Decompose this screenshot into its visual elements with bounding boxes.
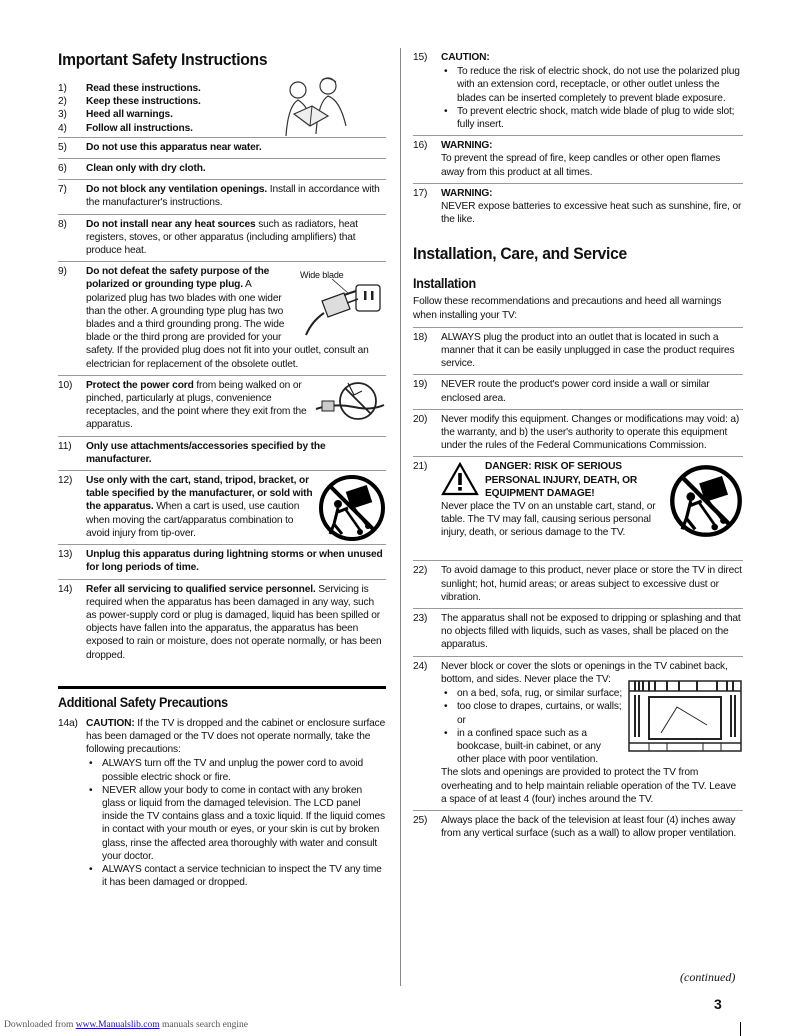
list-item-15: 15) CAUTION: • To reduce the risk of electric shock, do not use the polarized plug with an extension cord, receptacle, or other outlet unless the blades can be inserted completely to prevent blade exposure. • To prevent electric shock, match wide blade of plug to wide slot; fully insert.: [413, 48, 743, 136]
list-item-23: 23) The apparatus shall not be exposed to dripping or splashing and that no objects filled with liquids, such as vases, shall be placed on the apparatus.: [413, 609, 743, 657]
list-item-7: 7) Do not block any ventilation openings. Install in accordance with the manufacturer's instructions.: [58, 180, 386, 214]
list-item-6: 6) Clean only with dry cloth.: [58, 159, 386, 180]
cart-tipover-warning-icon: [318, 474, 386, 542]
list-item-14: 14) Refer all servicing to qualified service personnel. Servicing is required when the apparatus has been damaged in any way, such as power-supply cord or plug is damaged, liquid has been spilled or objects have fallen into the apparatus, the apparatus has been exposed to rain or moisture, does not operate normally, or has been dropped.: [58, 583, 382, 661]
list-item-5: 5) Do not use this apparatus near water.: [58, 138, 386, 159]
plug-figure: [292, 265, 386, 339]
danger-title: DANGER: RISK OF SERIOUS PERSONAL INJURY, DEATH, OR EQUIPMENT DAMAGE!: [485, 461, 638, 499]
list-item-10: 10) Protect the power cord from being walked on or pinched, particularly at plugs, convenience receptacles, and the point where they exit from the apparatus.: [58, 376, 386, 437]
subsection-title-installation: Installation: [413, 276, 476, 292]
right-column: [413, 48, 743, 844]
continued-note: (continued): [680, 970, 736, 984]
list-item: • on a bed, sofa, rug, or similar surface;: [453, 687, 743, 700]
placement-bullet-list: [441, 687, 743, 766]
reading-people-illustration-icon: [276, 76, 358, 138]
section-divider-bar: [58, 686, 386, 689]
list-item-11: 11) Only use attachments/accessories specified by the manufacturer.: [58, 437, 386, 471]
manualslib-link[interactable]: www.Manualslib.com: [75, 1020, 160, 1030]
danger-cart-tipover-icon: [669, 464, 743, 538]
caution-bullet-list: [441, 65, 743, 131]
list-item-1-4: 1) Read these instructions. 2) Keep these instructions. 3) Heed all warnings. 4) Follow all instructions.: [58, 80, 386, 138]
section-title-additional-safety: Additional Safety Precautions: [58, 694, 228, 710]
list-item: • ALWAYS contact a service technician to inspect the TV any time it has been damaged or dropped.: [98, 863, 386, 889]
caution-bullet-list: [86, 757, 386, 889]
list-item-8: 8) Do not install near any heat sources such as radiators, heat registers, stoves, or other apparatus (including amplifiers) that produce heat.: [58, 215, 386, 263]
list-item-9: 9) Wide blade Do not defeat the safety purpose of the polarized or grounding type plug. A polarized plug has two blades with one wider than the other. A grounding type plug has two blades and a third grounding prong. The wide blade or the third prong are provided for your safety. If the provided plug does not fit into your outlet, consult an electrician for replacement of the obsolete outlet.: [58, 262, 386, 376]
download-footer: Downloaded from www.Manualslib.com manuals search engine: [4, 1020, 248, 1030]
list-item-20: 20) Never modify this equipment. Changes or modifications may void: a) the warranty, and b) the user's authority to operate this equipment under the rules of the Federal Communications Commission.: [413, 410, 743, 458]
ventilation-note: The slots and openings are provided to protect the TV from overheating and to help maintain reliable operation of the TV. Leave a space of at least 4 (four) inches around the TV.: [441, 767, 737, 805]
list-item-16: 16) WARNING: To prevent the spread of fire, keep candles or other open flames away from this product at all times.: [413, 136, 743, 184]
list-item: • To prevent electric shock, match wide blade of plug to wide slot; fully insert.: [453, 105, 743, 131]
list-item-18: 18) ALWAYS plug the product into an outlet that is located in such a manner that it can be easily unplugged in case the product requires service.: [413, 328, 743, 376]
list-item-17: 17) WARNING: NEVER expose batteries to excessive heat such as sunshine, fire, or the like.: [413, 187, 742, 226]
polarized-plug-icon: [292, 279, 386, 339]
column-divider: [400, 48, 401, 986]
warning-triangle-icon: [441, 462, 479, 496]
list-item-12: 12) Use only with the cart, stand, tripod, bracket, or table specified by the manufacturer, or sold with the apparatus. When a cart is used, use caution when moving the cart/apparatus combination to avoid injury from tip-over.: [58, 471, 386, 545]
list-item-14a: 14a) CAUTION: If the TV is dropped and the cabinet or enclosure surface has been damaged or the TV does not operate normally, take the following precautions: • ALWAYS turn off the TV and unplug the power cord to avoid possible electric shock or fire. • NEVER allow your body to come in contact with any broken glass or liquid from the damaged television. The LCD panel inside the TV contains glass and a toxic liquid. If the liquid comes in contact with your mouth or eyes, or your skin is cut by broken glass, rinse the affected area thoroughly with water and consult your doctor. • ALWAYS contact a service technician to inspect the TV any time it has been damaged or dropped.: [58, 714, 386, 894]
installation-intro: Follow these recommendations and precautions and heed all warnings when installing your TV:: [413, 295, 743, 327]
list-item-25: 25) Always place the back of the television at least four (4) inches away from any vertical surface (such as a wall) to allow proper ventilation.: [413, 814, 737, 840]
section-title-installation-care: Installation, Care, and Service: [413, 244, 627, 264]
list-item: • ALWAYS turn off the TV and unplug the power cord to avoid possible electric shock or fire.: [98, 757, 386, 783]
page-number-rule: [740, 1022, 741, 1036]
left-column: [58, 48, 386, 893]
list-item: • To reduce the risk of electric shock, do not use the polarized plug with an extension cord, receptacle, or other outlet unless the blades can be inserted completely to prevent blade exposure.: [453, 65, 743, 105]
list-item-24: 24) Never block or cover the slots or openings in the TV cabinet back, bottom, and sides. Never place the TV: • on a bed, sofa, rug, or similar surface; • too close to drapes, curtains, or walls; or • in a confined space such as a bookcase, built-in cabinet, or any other place with poor ventilation. The slots and openings are provided to protect the TV from overheating and to help maintain reliable operation of the TV. Leave a space of at least 4 (four) inches around the TV.: [413, 657, 743, 811]
page-title: Important Safety Instructions: [58, 50, 268, 69]
page-number: 3: [714, 996, 722, 1012]
list-item: • NEVER allow your body to come in contact with any broken glass or liquid from the damaged television. The LCD panel inside the TV contains glass and a toxic liquid. If the liquid comes in contact with your mouth or eyes, or your skin is cut by broken glass, rinse the affected area thoroughly with water and consult your doctor.: [98, 784, 386, 863]
plug-figure-label: Wide blade: [300, 270, 344, 281]
pinched-cord-icon: [314, 379, 386, 427]
list-item-21: 21) DANGER: RISK OF SERIOUS PERSONAL INJURY, DEATH, OR EQUIPMENT DAMAGE! Never place the TV on an unstable cart, stand, or table. The TV may fall, causing serious personal injury, death, or serious damage to the TV.: [413, 457, 743, 561]
list-item: • too close to drapes, curtains, or walls; or: [453, 700, 743, 726]
list-item: • in a confined space such as a bookcase, built-in cabinet, or any other place with poor ventilation.: [453, 727, 743, 767]
list-item-22: 22) To avoid damage to this product, never place or store the TV in direct sunlight; hot, humid areas; or areas subject to excessive dust or vibration.: [413, 561, 743, 609]
list-item-13: 13) Unplug this apparatus during lightning storms or when unused for long periods of time.: [58, 545, 386, 579]
list-item-19: 19) NEVER route the product's power cord inside a wall or similar enclosed area.: [413, 375, 743, 409]
